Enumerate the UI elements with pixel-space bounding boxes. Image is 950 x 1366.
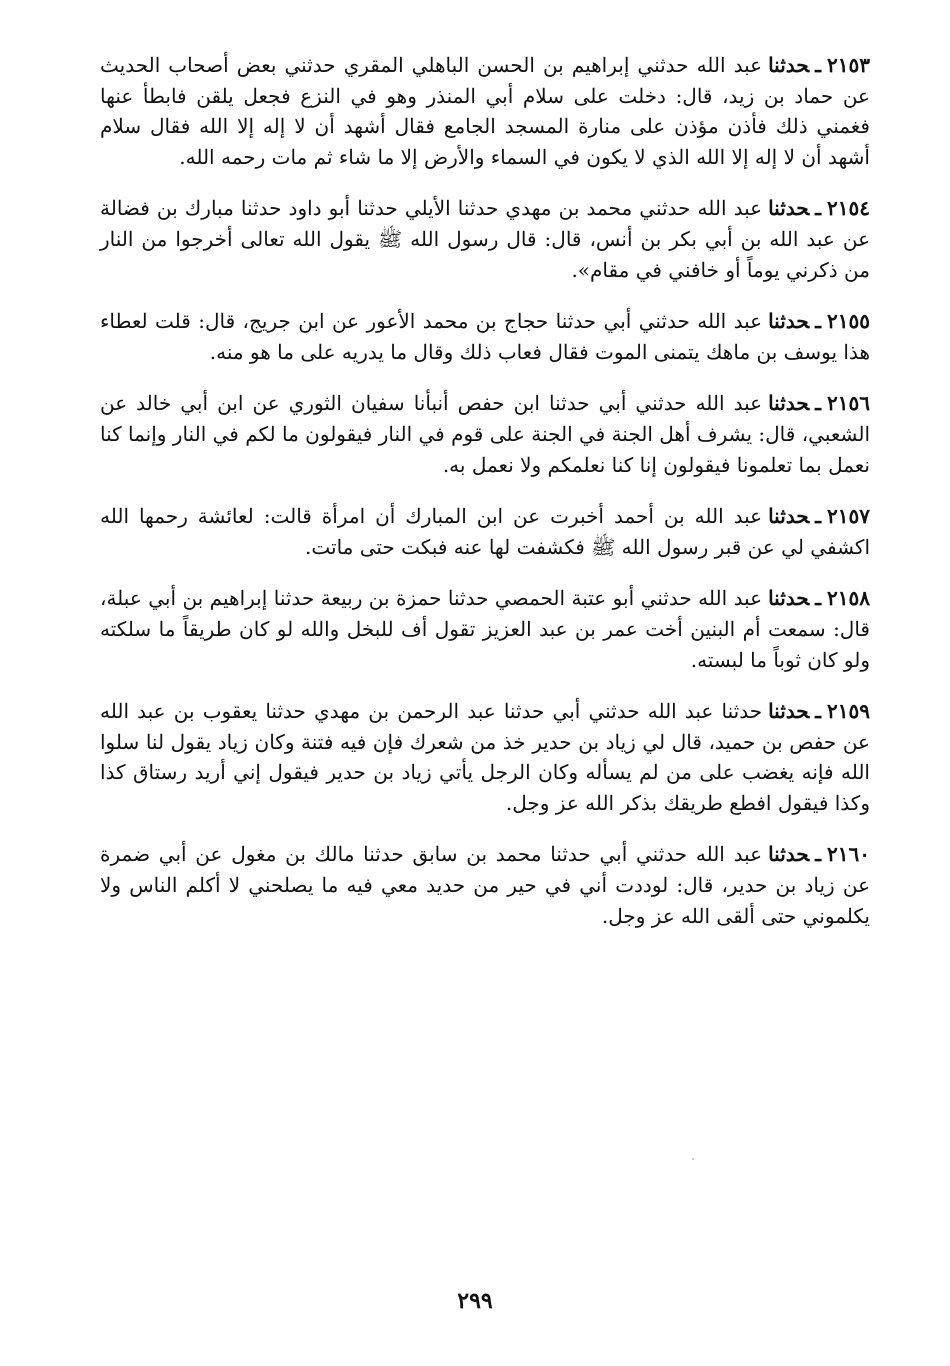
entry-number: ٢١٥٥ [827,309,870,334]
entry-lead-word: حدثنا [768,391,810,416]
page-number: ٢٩٩ [457,1288,493,1314]
hadith-entry-2154 [100,193,870,285]
entry-dash: ـ [815,309,822,334]
entry-number: ٢١٥٧ [827,504,870,529]
entry-text: عبد الله حدثني أبي حدثنا ابن حفص أنبأنا سفيان الثوري عن ابن أبي خالد عن الشعبي، قال: يشرف أهل الجنة في الجنة على قوم في النار فيقولون ما لكم في النار وإنما كنا نعمل بما تعلمونا فيقولون إنا كنا نعلمكم ولا نعمل به. [100,391,870,477]
entry-lead-word: حدثنا [768,196,810,221]
scan-speck [692,1158,694,1160]
entry-dash: ـ [815,391,822,416]
entry-dash: ـ [815,196,822,221]
entry-text: عبد الله حدثني أبي حدثنا محمد بن سابق حدثنا مالك بن مغول عن أبي ضمرة عن زياد بن حدير، قال: لوددت أني في حير من حديد معي فيه ما يصلحني لا أكلم الناس ولا يكلموني حتى ألقى الله عز وجل. [100,842,871,928]
hadith-entry-2156 [100,388,870,480]
entry-text: حدثنا عبد الله حدثني أبي حدثنا عبد الرحمن بن مهدي حدثنا يعقوب بن عبد الله عن حفص بن حميد، قال لي زياد بن حدير خذ من شعرك فإن فيه فتنة وكان زياد يقول لنا سلوا الله فإنه يغضب على من لم يسأله وكان الرجل يأتي زياد بن حدير فيقول إني أريد رستاق كذا وكذا فيقول افطع طريقك بذكر الله عز وجل. [100,699,870,815]
entry-number: ٢١٥٦ [827,391,870,416]
entry-lead-word: حدثنا [768,504,810,529]
entry-lead-word: حدثنا [768,699,810,724]
entry-lead-word: حدثنا [768,842,810,867]
entry-text: عبد الله حدثني أبو عتبة الحمصي حدثنا حمزة بن ربيعة حدثنا إبراهيم بن أبي عبلة، قال: سمعت أم البنين أخت عمر بن عبد العزيز تقول أف للبخل والله لو كان طريقاً ما سلكته ولو كان ثوباً ما لبسته. [100,586,870,672]
hadith-entry-2157 [100,501,870,562]
page-body [100,50,870,952]
hadith-entry-2155 [100,306,870,367]
entry-text: عبد الله حدثني أبي حدثنا حجاج بن محمد الأعور عن ابن جريج، قال: قلت لعطاء هذا يوسف بن ماهك يتمنى الموت فقال فعاب ذلك وقال ما يدريه على ما هو منه. [100,309,870,364]
entry-dash: ـ [815,504,822,529]
entry-number: ٢١٥٣ [827,53,870,77]
entry-dash: ـ [815,842,822,867]
entry-number: ٢١٥٩ [827,699,870,724]
entry-lead-word: حدثنا [768,309,810,334]
entry-text: عبد الله حدثني إبراهيم بن الحسن الباهلي المقري حدثني بعض أصحاب الحديث عن حماد بن زيد، قال: دخلت على سلام أبي المنذر وهو في النزع فجعل يلقن فابطأ عنها فغمني ذلك فأذن مؤذن على منارة المسجد الجامع فقال أشهد أن لا إله إلا الله فقال سلام أشهد أن لا إله إلا الله الذي لا يكون في السماء والأرض إلا ما شاء ثم مات رحمه الله. [100,53,870,169]
hadith-entry-2158 [100,583,870,675]
entry-lead-word: حدثنا [768,586,810,611]
hadith-entry-2159 [100,696,870,818]
entry-lead-word: حدثنا [768,53,810,77]
entry-dash: ـ [815,53,822,77]
entry-dash: ـ [815,586,822,611]
entry-number: ٢١٦٠ [827,842,870,867]
entry-number: ٢١٥٤ [827,196,870,221]
entry-number: ٢١٥٨ [827,586,870,611]
entry-dash: ـ [815,699,822,724]
hadith-entry-2160 [100,839,870,931]
entry-text: عبد الله حدثني محمد بن مهدي حدثنا الأيلي حدثنا أبو داود حدثنا مبارك بن فضالة عن عبد الله بن أبي بكر بن أنس، قال: قال رسول الله ﷺ يقول الله تعالى أخرجوا من النار من ذكرني يوماً أو خافني في مقام». [100,196,870,282]
entry-text: عبد الله بن أحمد أخبرت عن ابن المبارك أن امرأة قالت: لعائشة رحمها الله اكشفي لي عن قبر رسول الله ﷺ فكشفت لها عنه فبكت حتى ماتت. [100,504,870,559]
hadith-entry-2153 [100,50,870,172]
